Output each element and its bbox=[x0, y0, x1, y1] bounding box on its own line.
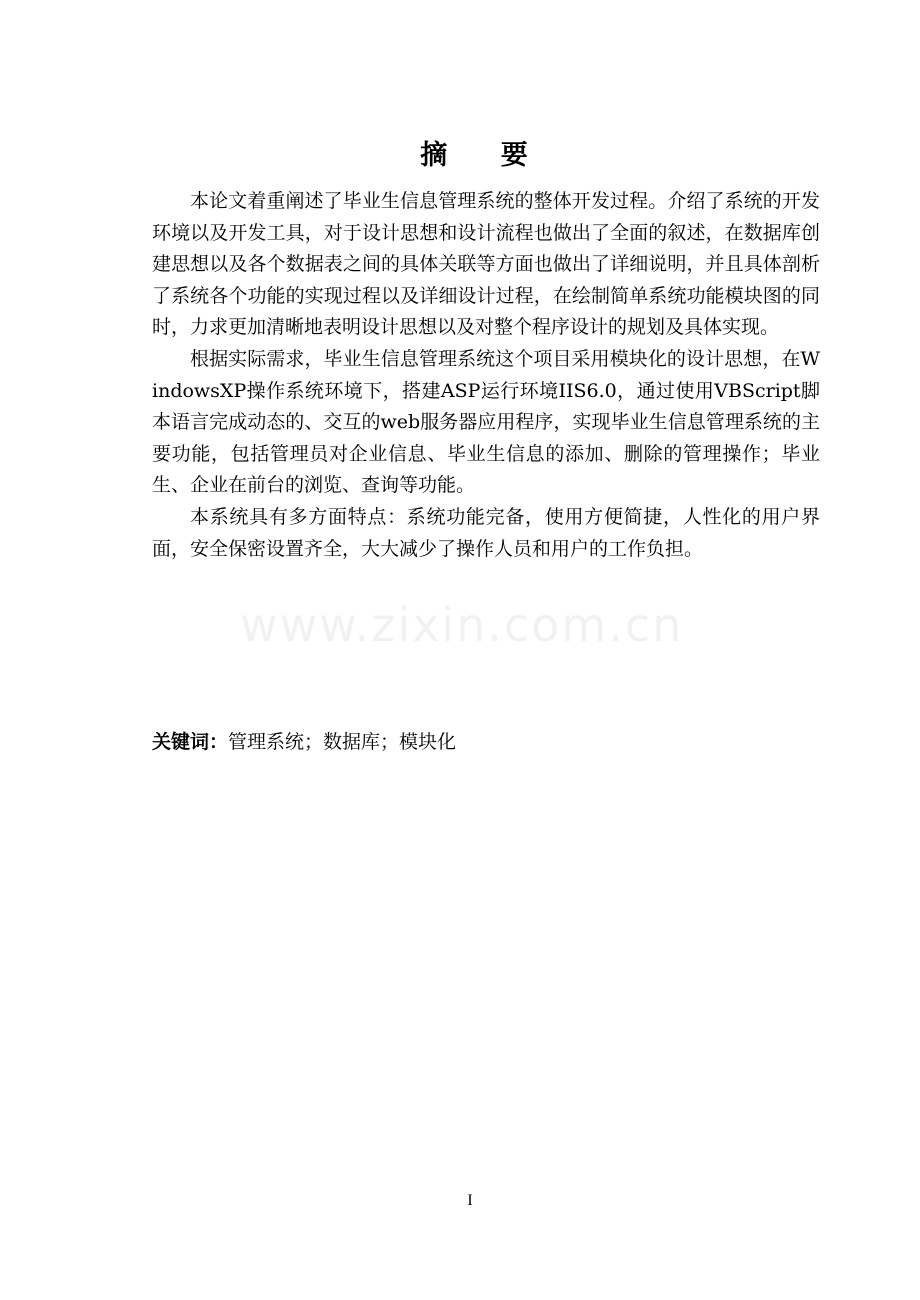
keywords-line bbox=[152, 728, 820, 756]
keywords-value: 管理系统；数据库；模块化 bbox=[228, 731, 457, 753]
abstract-title: 摘 要 bbox=[420, 140, 550, 171]
watermark: www.zixin.com.cn bbox=[240, 598, 684, 652]
abstract-paragraph-3: 本系统具有多方面特点：系统功能完备，使用方便简捷，人性化的用户界面，安全保密设置齐全，大大减少了操作人员和用户的工作负担。 bbox=[152, 505, 820, 560]
abstract-paragraph-2: 根据实际需求，毕业生信息管理系统这个项目采用模块化的设计思想，在WindowsXP操作系统环境下，搭建ASP运行环境IIS6.0，通过使用VBScript脚本语言完成动态的、交互的web服务器应用程序，实现毕业生信息管理系统的主要功能，包括管理员对企业信息、毕业生信息的添加、删除的管理操作；毕业生、企业在前台的浏览、查询等功能。 bbox=[152, 347, 820, 497]
abstract-paragraph-1: 本论文着重阐述了毕业生信息管理系统的整体开发过程。介绍了系统的开发环境以及开发工具，对于设计思想和设计流程也做出了全面的叙述，在数据库创建思想以及各个数据表之间的具体关联等方面也做出了详细说明，并且具体剖析了系统各个功能的实现过程以及详细设计过程，在绘制简单系统功能模块图的同时，力求更加清晰地表明设计思想以及对整个程序设计的规划及具体实现。 bbox=[152, 190, 820, 339]
page-number: I bbox=[467, 1192, 473, 1209]
abstract-body bbox=[152, 186, 820, 565]
keywords-label: 关键词： bbox=[152, 731, 229, 753]
